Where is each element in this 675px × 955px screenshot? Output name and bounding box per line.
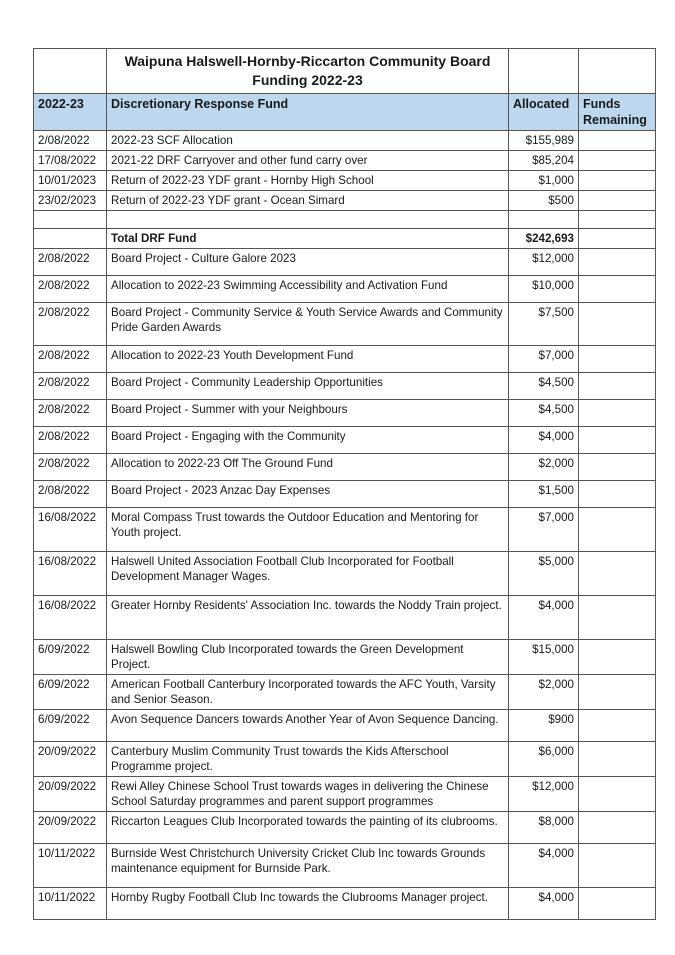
document-title: Waipuna Halswell-Hornby-Riccarton Community Board Funding 2022-23 — [107, 49, 509, 94]
row-date: 6/09/2022 — [34, 710, 107, 742]
row-description: Return of 2022-23 YDF grant - Ocean Simard — [107, 191, 509, 211]
row-amount: $900 — [509, 710, 579, 742]
row-description: 2022-23 SCF Allocation — [107, 131, 509, 151]
row-funds-remaining — [579, 211, 656, 229]
total-row — [34, 229, 656, 249]
row-description: Allocation to 2022-23 Off The Ground Fund — [107, 454, 509, 481]
row-date: 16/08/2022 — [34, 596, 107, 640]
title-row — [34, 49, 656, 94]
row-date: 16/08/2022 — [34, 552, 107, 596]
row-amount: $12,000 — [509, 777, 579, 812]
row-amount: $4,500 — [509, 400, 579, 427]
row-description: Hornby Rugby Football Club Inc towards the Clubrooms Manager project. — [107, 888, 509, 920]
row-amount: $4,000 — [509, 844, 579, 888]
row-funds-remaining — [579, 303, 656, 346]
header-row — [34, 94, 656, 131]
grant-row — [34, 596, 656, 640]
row-funds-remaining — [579, 596, 656, 640]
row-description: Rewi Alley Chinese School Trust towards wages in delivering the Chinese School Saturday programmes and parent support programmes — [107, 777, 509, 812]
header-year: 2022-23 — [34, 94, 107, 131]
total-label: Total DRF Fund — [107, 229, 509, 249]
row-funds-remaining — [579, 151, 656, 171]
grant-row — [34, 552, 656, 596]
row-funds-remaining — [579, 481, 656, 508]
income-row — [34, 171, 656, 191]
row-amount: $4,000 — [509, 596, 579, 640]
row-description: Riccarton Leagues Club Incorporated towards the painting of its clubrooms. — [107, 812, 509, 844]
funding-document — [33, 48, 655, 920]
spacer-row — [34, 211, 656, 229]
income-row — [34, 131, 656, 151]
row-funds-remaining — [579, 640, 656, 675]
income-row — [34, 151, 656, 171]
row-description: Greater Hornby Residents' Association Inc. towards the Noddy Train project. — [107, 596, 509, 640]
row-date: 10/11/2022 — [34, 888, 107, 920]
row-date: 6/09/2022 — [34, 675, 107, 710]
row-description: Avon Sequence Dancers towards Another Year of Avon Sequence Dancing. — [107, 710, 509, 742]
row-date: 2/08/2022 — [34, 454, 107, 481]
row-funds-remaining — [579, 276, 656, 303]
grant-row — [34, 777, 656, 812]
row-description: Board Project - Community Service & Youth Service Awards and Community Pride Garden Awards — [107, 303, 509, 346]
row-date: 2/08/2022 — [34, 373, 107, 400]
row-amount — [509, 211, 579, 229]
row-description: American Football Canterbury Incorporated towards the AFC Youth, Varsity and Senior Season. — [107, 675, 509, 710]
row-date: 2/08/2022 — [34, 276, 107, 303]
row-description: Burnside West Christchurch University Cricket Club Inc towards Grounds maintenance equipment for Burnside Park. — [107, 844, 509, 888]
row-funds-remaining — [579, 508, 656, 552]
row-amount: $6,000 — [509, 742, 579, 777]
row-amount: $85,204 — [509, 151, 579, 171]
row-date: 2/08/2022 — [34, 303, 107, 346]
row-amount: $5,000 — [509, 552, 579, 596]
row-date: 2/08/2022 — [34, 346, 107, 373]
row-description: Board Project - 2023 Anzac Day Expenses — [107, 481, 509, 508]
row-description: Moral Compass Trust towards the Outdoor Education and Mentoring for Youth project. — [107, 508, 509, 552]
row-funds-remaining — [579, 427, 656, 454]
grant-row — [34, 742, 656, 777]
row-funds-remaining — [579, 777, 656, 812]
row-amount: $500 — [509, 191, 579, 211]
row-funds-remaining — [579, 742, 656, 777]
row-date: 10/01/2023 — [34, 171, 107, 191]
grant-row — [34, 888, 656, 920]
grant-row — [34, 508, 656, 552]
total-funds-remaining — [579, 229, 656, 249]
row-amount: $7,000 — [509, 346, 579, 373]
row-description: Board Project - Engaging with the Community — [107, 427, 509, 454]
row-date: 20/09/2022 — [34, 742, 107, 777]
row-description: Canterbury Muslim Community Trust towards the Kids Afterschool Programme project. — [107, 742, 509, 777]
total-date — [34, 229, 107, 249]
title-blank-cell — [34, 49, 107, 94]
row-date: 23/02/2023 — [34, 191, 107, 211]
row-description: Board Project - Summer with your Neighbours — [107, 400, 509, 427]
row-date: 6/09/2022 — [34, 640, 107, 675]
row-date: 2/08/2022 — [34, 481, 107, 508]
header-allocated: Allocated — [509, 94, 579, 131]
grant-row — [34, 675, 656, 710]
row-funds-remaining — [579, 710, 656, 742]
grant-row — [34, 303, 656, 346]
row-funds-remaining — [579, 888, 656, 920]
row-amount: $4,000 — [509, 888, 579, 920]
row-funds-remaining — [579, 675, 656, 710]
grant-row — [34, 481, 656, 508]
grant-row — [34, 454, 656, 481]
grant-row — [34, 400, 656, 427]
row-funds-remaining — [579, 131, 656, 151]
funding-table — [33, 48, 656, 920]
total-amount: $242,693 — [509, 229, 579, 249]
row-funds-remaining — [579, 373, 656, 400]
row-date: 2/08/2022 — [34, 131, 107, 151]
row-amount: $2,000 — [509, 675, 579, 710]
row-date: 2/08/2022 — [34, 400, 107, 427]
grant-row — [34, 373, 656, 400]
row-description: Halswell United Association Football Club Incorporated for Football Development Manager Wages. — [107, 552, 509, 596]
row-amount: $12,000 — [509, 249, 579, 276]
row-funds-remaining — [579, 454, 656, 481]
row-amount: $2,000 — [509, 454, 579, 481]
grant-row — [34, 427, 656, 454]
row-description: 2021-22 DRF Carryover and other fund carry over — [107, 151, 509, 171]
grant-row — [34, 640, 656, 675]
grant-row — [34, 844, 656, 888]
grant-row — [34, 249, 656, 276]
row-funds-remaining — [579, 844, 656, 888]
row-amount: $4,000 — [509, 427, 579, 454]
row-funds-remaining — [579, 346, 656, 373]
grant-row — [34, 276, 656, 303]
row-amount: $1,000 — [509, 171, 579, 191]
row-funds-remaining — [579, 191, 656, 211]
header-funds-remaining: Funds Remaining — [579, 94, 656, 131]
income-row — [34, 191, 656, 211]
row-date — [34, 211, 107, 229]
row-description: Board Project - Community Leadership Opportunities — [107, 373, 509, 400]
title-blank-cell — [509, 49, 579, 94]
row-funds-remaining — [579, 552, 656, 596]
row-date: 2/08/2022 — [34, 427, 107, 454]
row-amount: $8,000 — [509, 812, 579, 844]
title-blank-cell — [579, 49, 656, 94]
row-description: Halswell Bowling Club Incorporated towards the Green Development Project. — [107, 640, 509, 675]
grant-row — [34, 812, 656, 844]
row-date: 10/11/2022 — [34, 844, 107, 888]
grant-row — [34, 346, 656, 373]
row-amount: $7,000 — [509, 508, 579, 552]
row-description: Allocation to 2022-23 Youth Development Fund — [107, 346, 509, 373]
row-description: Allocation to 2022-23 Swimming Accessibility and Activation Fund — [107, 276, 509, 303]
row-amount: $4,500 — [509, 373, 579, 400]
row-description: Board Project - Culture Galore 2023 — [107, 249, 509, 276]
row-description: Return of 2022-23 YDF grant - Hornby High School — [107, 171, 509, 191]
row-amount: $155,989 — [509, 131, 579, 151]
header-fund-name: Discretionary Response Fund — [107, 94, 509, 131]
row-amount: $10,000 — [509, 276, 579, 303]
row-amount: $7,500 — [509, 303, 579, 346]
row-date: 20/09/2022 — [34, 777, 107, 812]
grant-row — [34, 710, 656, 742]
row-date: 2/08/2022 — [34, 249, 107, 276]
row-funds-remaining — [579, 812, 656, 844]
row-funds-remaining — [579, 171, 656, 191]
row-funds-remaining — [579, 249, 656, 276]
row-date: 17/08/2022 — [34, 151, 107, 171]
row-date: 20/09/2022 — [34, 812, 107, 844]
row-date: 16/08/2022 — [34, 508, 107, 552]
row-description — [107, 211, 509, 229]
row-amount: $1,500 — [509, 481, 579, 508]
row-amount: $15,000 — [509, 640, 579, 675]
row-funds-remaining — [579, 400, 656, 427]
